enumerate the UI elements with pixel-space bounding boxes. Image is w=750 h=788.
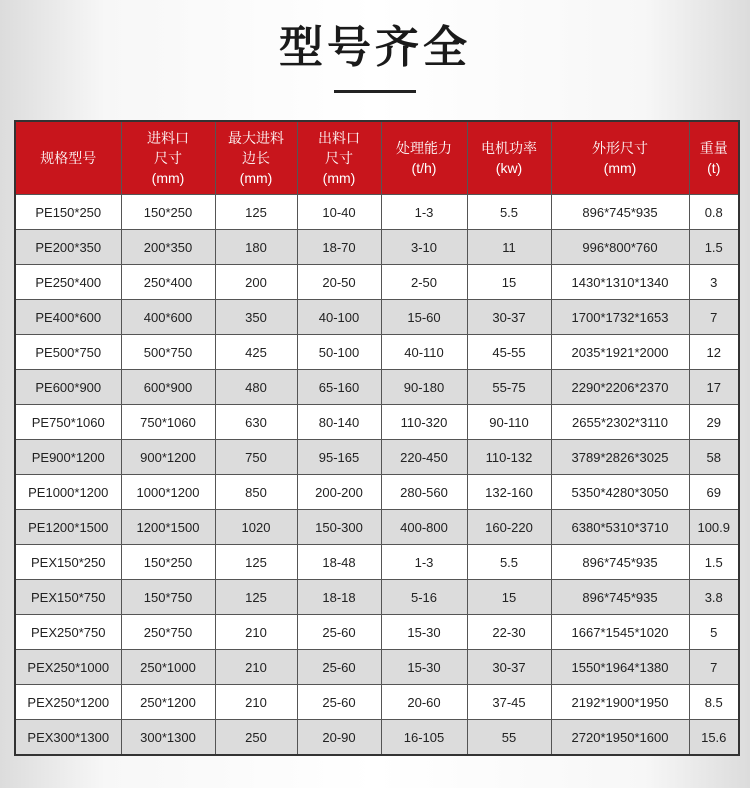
table-row — [15, 545, 739, 580]
table-cell: 22-30 — [467, 615, 551, 650]
table-cell: 95-165 — [297, 440, 381, 475]
page-title: 型号齐全 — [279, 22, 471, 73]
table-cell: 45-55 — [467, 335, 551, 370]
table-cell: 5.5 — [467, 545, 551, 580]
table-cell: 150-300 — [297, 510, 381, 545]
spec-table — [14, 120, 740, 756]
column-header — [121, 121, 215, 195]
table-cell: 2655*2302*3110 — [551, 405, 689, 440]
table-cell: 210 — [215, 685, 297, 720]
table-cell: PE1200*1500 — [15, 510, 121, 545]
table-cell: 350 — [215, 300, 297, 335]
table-cell: 58 — [689, 440, 739, 475]
table-cell: 480 — [215, 370, 297, 405]
table-cell: 3-10 — [381, 230, 467, 265]
table-cell: 1430*1310*1340 — [551, 265, 689, 300]
table-cell: 160-220 — [467, 510, 551, 545]
table-cell: 20-60 — [381, 685, 467, 720]
table-cell: 5350*4280*3050 — [551, 475, 689, 510]
table-cell: 425 — [215, 335, 297, 370]
table-cell: 25-60 — [297, 615, 381, 650]
table-cell: 15 — [467, 580, 551, 615]
table-cell: PE200*350 — [15, 230, 121, 265]
table-cell: 250*1200 — [121, 685, 215, 720]
table-cell: 29 — [689, 405, 739, 440]
table-cell: 15-30 — [381, 615, 467, 650]
column-header-line: 处理能力 — [396, 140, 452, 156]
column-header-line: (kw) — [495, 160, 523, 176]
column-header-line: 电机功率 — [481, 140, 537, 156]
column-header-line: 规格型号 — [40, 150, 97, 166]
table-cell: PEX250*1200 — [15, 685, 121, 720]
table-cell: 400-800 — [381, 510, 467, 545]
table-cell: 250*400 — [121, 265, 215, 300]
table-row — [15, 265, 739, 300]
table-cell: 25-60 — [297, 650, 381, 685]
table-cell: 5-16 — [381, 580, 467, 615]
table-cell: 896*745*935 — [551, 580, 689, 615]
table-cell: 0.8 — [689, 195, 739, 230]
table-cell: 2192*1900*1950 — [551, 685, 689, 720]
table-cell: 12 — [689, 335, 739, 370]
table-cell: PEX250*750 — [15, 615, 121, 650]
table-cell: 180 — [215, 230, 297, 265]
table-row — [15, 230, 739, 265]
table-cell: 132-160 — [467, 475, 551, 510]
table-cell: 20-90 — [297, 720, 381, 756]
column-header-line: 尺寸 — [154, 150, 182, 166]
table-row — [15, 370, 739, 405]
table-cell: PEX150*750 — [15, 580, 121, 615]
table-row — [15, 440, 739, 475]
column-header-line: 出料口 — [318, 130, 360, 146]
table-cell: 150*750 — [121, 580, 215, 615]
table-row — [15, 615, 739, 650]
table-cell: 80-140 — [297, 405, 381, 440]
table-cell: 1-3 — [381, 545, 467, 580]
table-cell: 15-30 — [381, 650, 467, 685]
table-cell: 850 — [215, 475, 297, 510]
table-cell: PE150*250 — [15, 195, 121, 230]
table-cell: PEX300*1300 — [15, 720, 121, 756]
table-cell: 300*1300 — [121, 720, 215, 756]
table-cell: 3789*2826*3025 — [551, 440, 689, 475]
table-cell: 125 — [215, 195, 297, 230]
column-header-line: 尺寸 — [325, 150, 353, 166]
table-cell: 16-105 — [381, 720, 467, 756]
table-cell: PEX250*1000 — [15, 650, 121, 685]
table-cell: 3 — [689, 265, 739, 300]
table-cell: 896*745*935 — [551, 545, 689, 580]
table-cell: 200*350 — [121, 230, 215, 265]
table-cell: 996*800*760 — [551, 230, 689, 265]
table-cell: 220-450 — [381, 440, 467, 475]
column-header — [381, 121, 467, 195]
table-cell: 125 — [215, 545, 297, 580]
table-cell: 2720*1950*1600 — [551, 720, 689, 756]
table-cell: PE500*750 — [15, 335, 121, 370]
table-cell: 6380*5310*3710 — [551, 510, 689, 545]
column-header — [551, 121, 689, 195]
table-cell: 50-100 — [297, 335, 381, 370]
table-header-row — [15, 121, 739, 195]
table-cell: 5 — [689, 615, 739, 650]
table-cell: 90-180 — [381, 370, 467, 405]
table-cell: 25-60 — [297, 685, 381, 720]
table-cell: 1.5 — [689, 545, 739, 580]
table-cell: 2290*2206*2370 — [551, 370, 689, 405]
column-header — [297, 121, 381, 195]
table-cell: 110-320 — [381, 405, 467, 440]
table-cell: 500*750 — [121, 335, 215, 370]
table-cell: 210 — [215, 650, 297, 685]
table-cell: 2035*1921*2000 — [551, 335, 689, 370]
column-header — [15, 121, 121, 195]
column-header — [467, 121, 551, 195]
table-cell: 65-160 — [297, 370, 381, 405]
table-cell: 900*1200 — [121, 440, 215, 475]
column-header-line: (t) — [707, 160, 721, 176]
column-header-line: 外形尺寸 — [592, 140, 648, 156]
table-cell: PE900*1200 — [15, 440, 121, 475]
table-cell: PEX150*250 — [15, 545, 121, 580]
table-cell: 18-48 — [297, 545, 381, 580]
table-cell: 90-110 — [467, 405, 551, 440]
table-cell: 280-560 — [381, 475, 467, 510]
column-header-line: (mm) — [603, 160, 637, 176]
table-cell: 11 — [467, 230, 551, 265]
table-cell: 55 — [467, 720, 551, 756]
title-underline — [334, 90, 416, 93]
column-header — [689, 121, 739, 195]
table-cell: 200 — [215, 265, 297, 300]
table-row — [15, 335, 739, 370]
table-cell: 400*600 — [121, 300, 215, 335]
table-cell: 15 — [467, 265, 551, 300]
table-cell: 10-40 — [297, 195, 381, 230]
column-header-line: 边长 — [242, 150, 270, 166]
table-cell: 1200*1500 — [121, 510, 215, 545]
table-cell: 750*1060 — [121, 405, 215, 440]
column-header-line: (mm) — [239, 170, 273, 186]
table-cell: 8.5 — [689, 685, 739, 720]
table-cell: 1667*1545*1020 — [551, 615, 689, 650]
table-row — [15, 475, 739, 510]
table-body — [15, 195, 739, 756]
table-row — [15, 405, 739, 440]
table-cell: PE250*400 — [15, 265, 121, 300]
table-cell: 1.5 — [689, 230, 739, 265]
column-header — [215, 121, 297, 195]
table-row — [15, 510, 739, 545]
table-cell: 55-75 — [467, 370, 551, 405]
table-cell: 1700*1732*1653 — [551, 300, 689, 335]
table-cell: 150*250 — [121, 545, 215, 580]
table-row — [15, 685, 739, 720]
table-cell: 30-37 — [467, 650, 551, 685]
table-cell: 40-110 — [381, 335, 467, 370]
table-cell: 18-18 — [297, 580, 381, 615]
column-header-line: 最大进料 — [228, 130, 284, 146]
table-cell: PE750*1060 — [15, 405, 121, 440]
table-row — [15, 650, 739, 685]
table-cell: 30-37 — [467, 300, 551, 335]
table-cell: 69 — [689, 475, 739, 510]
table-cell: 250*1000 — [121, 650, 215, 685]
table-cell: PE600*900 — [15, 370, 121, 405]
table-cell: PE1000*1200 — [15, 475, 121, 510]
table-cell: 150*250 — [121, 195, 215, 230]
table-cell: 40-100 — [297, 300, 381, 335]
table-cell: 15-60 — [381, 300, 467, 335]
table-cell: 1-3 — [381, 195, 467, 230]
table-cell: 7 — [689, 650, 739, 685]
column-header-line: 重量 — [699, 140, 728, 156]
table-cell: 7 — [689, 300, 739, 335]
table-cell: 100.9 — [689, 510, 739, 545]
table-cell: 125 — [215, 580, 297, 615]
column-header-line: (t/h) — [411, 160, 437, 176]
table-cell: 20-50 — [297, 265, 381, 300]
table-row — [15, 720, 739, 756]
table-cell: 1000*1200 — [121, 475, 215, 510]
table-row — [15, 195, 739, 230]
table-cell: 110-132 — [467, 440, 551, 475]
column-header-line: 进料口 — [147, 130, 189, 146]
table-cell: 1550*1964*1380 — [551, 650, 689, 685]
table-cell: 2-50 — [381, 265, 467, 300]
table-cell: 3.8 — [689, 580, 739, 615]
table-cell: 210 — [215, 615, 297, 650]
table-cell: 896*745*935 — [551, 195, 689, 230]
table-row — [15, 300, 739, 335]
table-cell: 18-70 — [297, 230, 381, 265]
table-cell: 15.6 — [689, 720, 739, 756]
table-cell: PE400*600 — [15, 300, 121, 335]
column-header-line: (mm) — [322, 170, 356, 186]
table-cell: 17 — [689, 370, 739, 405]
table-cell: 600*900 — [121, 370, 215, 405]
table-cell: 250*750 — [121, 615, 215, 650]
table-row — [15, 580, 739, 615]
column-header-line: (mm) — [151, 170, 185, 186]
table-cell: 200-200 — [297, 475, 381, 510]
table-cell: 250 — [215, 720, 297, 756]
table-cell: 5.5 — [467, 195, 551, 230]
table-cell: 750 — [215, 440, 297, 475]
table-cell: 630 — [215, 405, 297, 440]
table-cell: 37-45 — [467, 685, 551, 720]
table-cell: 1020 — [215, 510, 297, 545]
